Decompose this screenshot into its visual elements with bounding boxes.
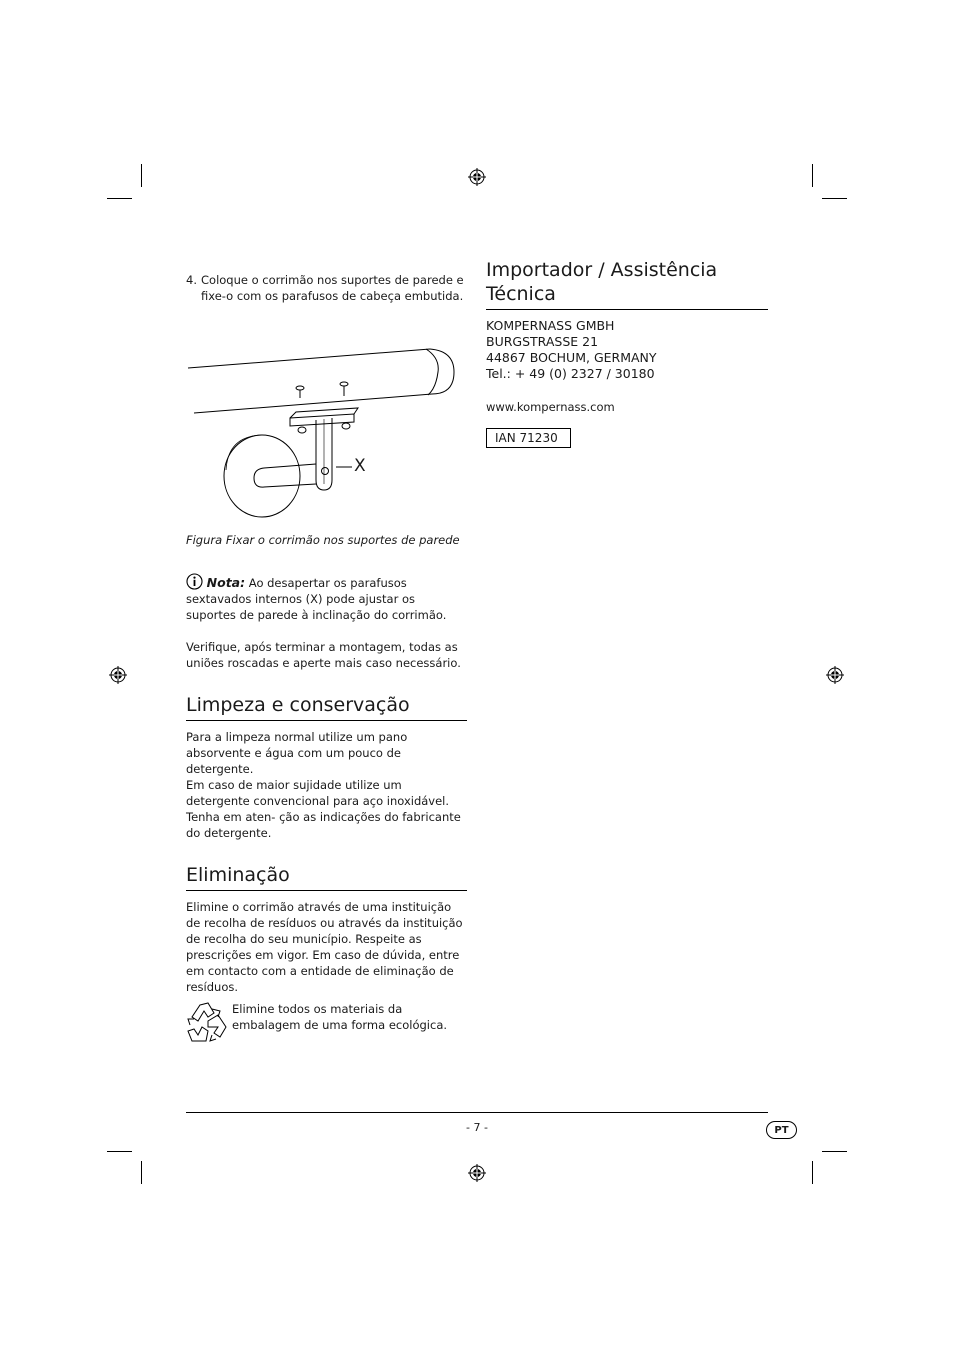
- figure-caption: Figura Fixar o corrimão nos suportes de parede: [186, 533, 460, 547]
- registration-mark-icon: [468, 168, 486, 186]
- language-badge: PT: [766, 1121, 797, 1139]
- left-column: [186, 272, 467, 1043]
- importer-heading: Importador / Assistência Técnica: [486, 258, 768, 310]
- crop-mark: [822, 1151, 847, 1152]
- cleaning-heading: Limpeza e conservação: [186, 693, 467, 721]
- recycle-text: Elimine todos os materiais da embalagem de uma forma ecológica.: [232, 1002, 448, 1032]
- page-number: - 7 -: [466, 1121, 488, 1134]
- step-number: 4.: [186, 273, 197, 287]
- importer-city: 44867 BOCHUM, GERMANY: [486, 350, 657, 365]
- crop-mark: [141, 164, 142, 187]
- crop-mark: [107, 198, 132, 199]
- crop-mark: [812, 164, 813, 187]
- disposal-heading: Eliminação: [186, 863, 467, 891]
- footer-divider: [186, 1112, 768, 1113]
- registration-mark-icon: [109, 666, 127, 684]
- crop-mark: [822, 198, 847, 199]
- recycle-icon: [186, 1001, 230, 1043]
- cleaning-paragraph-1: Para a limpeza normal utilize um pano absorvente e água com um pouco de detergente.: [186, 730, 408, 776]
- recycle-block: [186, 1001, 467, 1043]
- importer-address: [486, 318, 768, 382]
- handrail-figure: [186, 318, 467, 518]
- importer-phone: Tel.: + 49 (0) 2327 / 30180: [486, 366, 655, 381]
- right-column: [486, 258, 768, 448]
- disposal-paragraph: Elimine o corrimão através de uma instituição de recolha de resíduos ou através da instituição de recolha do seu município. Respeite as prescrições em vigor. Em caso de dúvida, entre em contacto com a entidade de eliminação de resíduos.: [186, 900, 463, 994]
- cleaning-paragraph-2: Em caso de maior sujidade utilize um detergente convencional para aço inoxidável. Tenha em aten- ção as indicações do fabricante do detergente.: [186, 778, 461, 840]
- crop-mark: [107, 1151, 132, 1152]
- figure-marker-x: X: [354, 456, 366, 476]
- registration-mark-icon: [468, 1164, 486, 1182]
- note-text: Ao desapertar os parafusos sextavados internos (X) pode ajustar os suportes de parede à inclinação do corrimão.: [186, 576, 447, 622]
- importer-company: KOMPERNASS GMBH: [486, 318, 615, 333]
- check-text: Verifique, após terminar a montagem, todas as uniões roscadas e aperte mais caso necessário.: [186, 640, 461, 670]
- note-title: Nota:: [206, 575, 246, 590]
- ian-number: IAN 71230: [486, 428, 571, 448]
- handrail-illustration: [186, 318, 467, 518]
- crop-mark: [141, 1161, 142, 1184]
- crop-mark: [812, 1161, 813, 1184]
- registration-mark-icon: [826, 666, 844, 684]
- importer-street: BURGSTRASSE 21: [486, 334, 599, 349]
- info-icon: [186, 573, 203, 590]
- note-block: [186, 573, 467, 623]
- step-text: Coloque o corrimão nos suportes de parede e fixe-o com os parafusos de cabeça embutida.: [201, 273, 464, 303]
- importer-website: www.kompernass.com: [486, 400, 615, 414]
- step-4: [186, 272, 467, 304]
